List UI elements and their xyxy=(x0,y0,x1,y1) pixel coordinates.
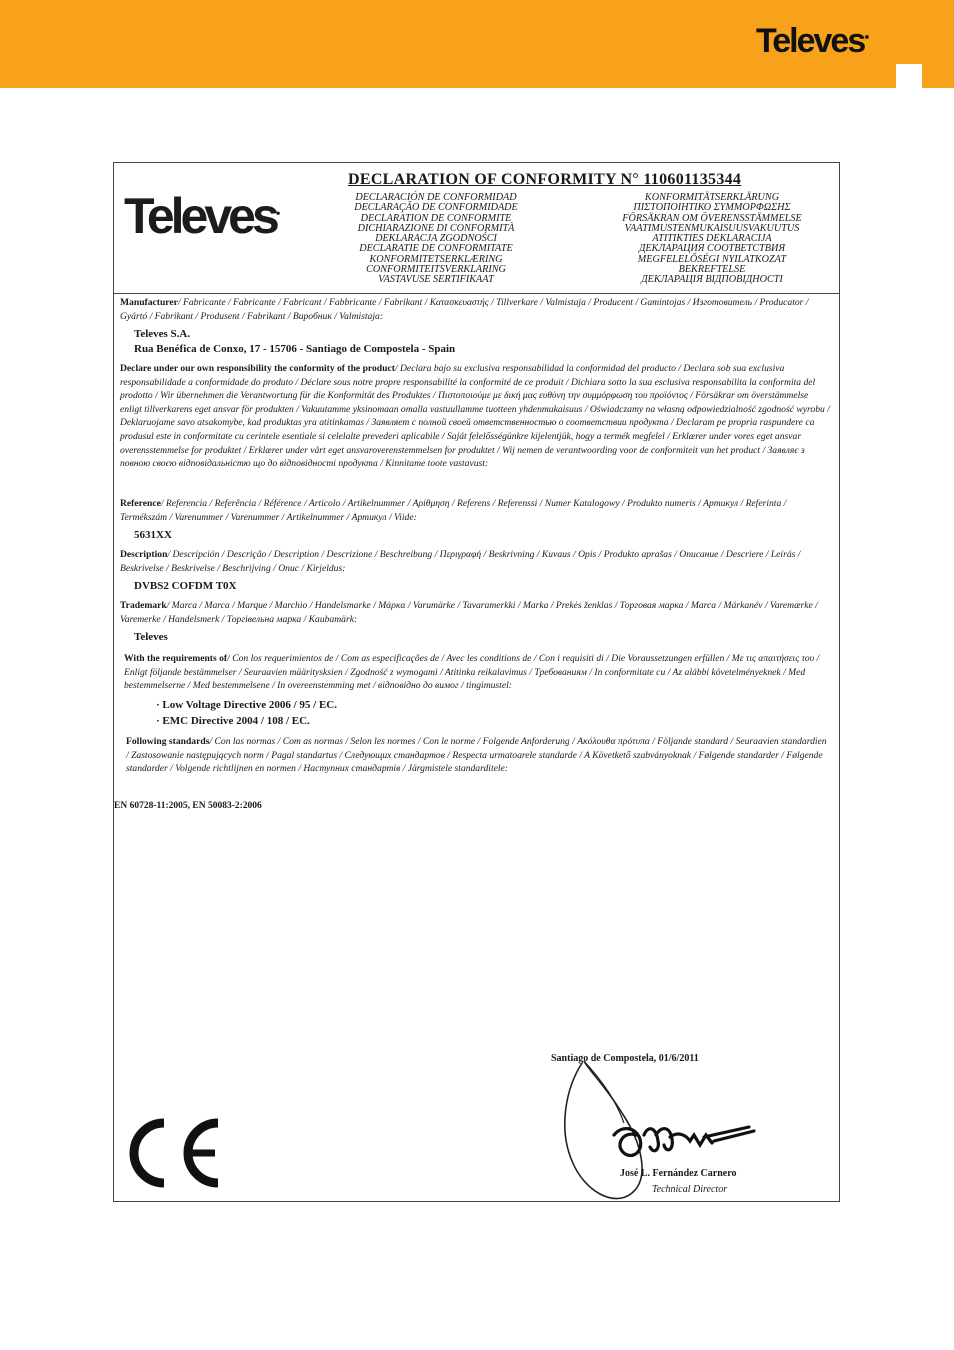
translation-line: VASTAVUSE SERTIFIKAAT xyxy=(378,274,494,286)
requirements-translations: / Con los requerimientos de / Com as especificações de / Avec les conditions de / Con i requisiti di / Die Voraussetzungen erfüllen / Με τις απαιτήσεις του / Enligt följande bestämmelser / Seuraavien määritysksien / Zgodność z wymogami / Atitinka reikalavimus / Требованиям / In conformitate cu / Az alábbi követelményeknek / Med bestemmelserne / Med bestemmelsene / In overeenstemming met / відповідно до вимог / tingimustel: xyxy=(124,653,820,692)
translation-line: ΠΙΣΤΟΠΟΙΗΤΙΚΟ ΣΥΜΜΟΡΦΩΣΗΣ xyxy=(633,202,791,214)
translations-left xyxy=(336,193,536,286)
declaration-document xyxy=(113,162,840,1202)
trademark-label: Trademark xyxy=(120,600,167,611)
description-section xyxy=(120,548,832,575)
translation-line: DECLARAÇÃO DE CONFORMIDADE xyxy=(354,202,518,214)
ce-mark-icon xyxy=(120,1113,220,1193)
signer-title: Technical Director xyxy=(652,1184,728,1195)
translations-right xyxy=(592,193,832,286)
responsibility-translations: / Declara bajo su exclusiva responsabilidad la conformidad del producto / Declara sob sua exclusiva responsabilidade a conformidade do produto / Déclare sous notre propre responsabilité la conformité de ce produit / Dichiara sotto la sua esclusiva responsabilita la conformita del prodotto / Wir übernehmen die Verantwortung für die Konformität des Produktes / Πιστοποιούμε με δική μας ευθύνη την συμμόρφωση του προϊόντος / Försäkrar om överstämmelse enligt tillverkarens eget ansvar för produkten / Vakuutamme yksinomaan omalla vastuullamme tuotteen yhdenmukaisuus / Oświadczamy na własną odpowiedzialność zgodność wyrobu / Deklaruojame savo atsakomybe, kad produktas yra atitinkamas / Заявляет с полной своей ответственностью о соответствии продукта / Declaram pe propria raspundere ca produsul este in conformitate cu cerintele esentiale si celelalte prevederi aplicabile / Saját felelősségünkre kijelentjük, hogy a termék megfelel / Erklærer under vores eget ansvar overensstemmelse for produktet / Erklærer under vårt eget ansvaroverenstemmelsen for produktet / Wij nemen de verantwoording voor de conformiteit van het product / Заявляє з повною своєю відповідальністю що до відповідності продукта / Kinnitame toote vastavust: xyxy=(120,363,830,470)
reference-value: 5631XX xyxy=(134,529,172,541)
place-date: Santiago de Compostela, 01/6/2011 xyxy=(551,1053,699,1064)
document-header xyxy=(114,163,839,293)
header-divider xyxy=(114,293,839,294)
standards-label: Following standards xyxy=(126,736,210,747)
trademark-value: Televes xyxy=(134,631,168,643)
translation-line: ДЕКЛАРАЦИЯ СООТВЕТСТВИЯ xyxy=(638,243,786,255)
standards-value: EN 60728-11:2005, EN 50083-2:2006 xyxy=(114,801,262,811)
trademark-section xyxy=(120,599,832,626)
trademark-translations: / Marca / Marca / Marque / Marchio / Handelsmarke / Μάρκα / Varumärke / Tavaramerkki / Marka / Prekės ženklas / Торговая марка / Marca / Márkanév / Varemærke / Varemerke / Handelsmerk / Торгівельна марка / Kaubamärk: xyxy=(120,600,818,625)
description-value: DVBS2 COFDM T0X xyxy=(134,580,237,592)
reference-label: Reference xyxy=(120,498,161,509)
responsibility-section xyxy=(120,362,832,471)
manufacturer-name: Televes S.A. xyxy=(134,328,191,340)
translation-line: KONFORMITÄTSERKLÄRUNG xyxy=(644,192,780,203)
description-label: Description xyxy=(120,549,168,560)
reference-translations: / Referencia / Referência / Référence / Articolo / Artikelnummer / Αρίθμηση / Referens / Referenssi / Numer Katalogowy / Produkto numeris / Артикул / Referinta / Termékszám / Varenummer / Varenummer / Artikelnummer / Артикул / Viide: xyxy=(120,498,787,523)
translation-line: FÖRSÄKRAN OM ÖVERENSSTÄMMELSE xyxy=(622,212,802,224)
directive-low-voltage: · Low Voltage Directive 2006 / 95 / EC. xyxy=(156,699,337,711)
directive-emc: · EMC Directive 2004 / 108 / EC. xyxy=(156,715,310,727)
translation-line: DECLARATION DE CONFORMITE xyxy=(360,212,512,224)
translation-line: DICHIARAZIONE DI CONFORMITÀ xyxy=(357,222,515,234)
translation-line: MEGFELELŐSÉGI NYILATKOZAT xyxy=(637,253,787,265)
registered-mark: ● xyxy=(275,208,281,218)
requirements-label: With the requirements of xyxy=(124,653,228,664)
requirements-section xyxy=(124,652,830,693)
translation-line: CONFORMITEITSVERKLARING xyxy=(366,264,506,276)
reference-section xyxy=(120,497,832,524)
description-translations: / Descripción / Descrição / Description / Descrizione / Beschreibung / Περιγραφή / Beskrivning / Kuvaus / Opis / Produkto aprašas / Описание / Descriere / Leírás / Beskrivelse / Beskrivelse / Beschrijving / Опис / Kirjeldus: xyxy=(120,549,801,574)
manufacturer-label: Manufacturer xyxy=(120,297,178,308)
translation-line: DEKLARACJA ZGODNOŚCI xyxy=(375,233,497,245)
band-tab xyxy=(896,64,922,88)
standards-section xyxy=(126,735,830,776)
televes-logo xyxy=(756,22,870,61)
declaration-title: DECLARATION OF CONFORMITY N° 110601135344 xyxy=(348,171,742,188)
standards-translations: / Con las normas / Com as normas / Selon les normes / Con le norme / Folgende Anforderung / Ακόλουθα πρότυπα / Följande standard / Seuraavien standardien / Zastosowanie następujących norm / Pagal standartus / Следующих стандартов / Respecta urmatoarele standarde / A Követkető szabványoknak / Følgende standarder / Følgende standarder / Volgende richtlijnen en normen / Наступних стандартів / Järgmistele standarditele: xyxy=(126,736,827,775)
translation-line: ATITIKTIES DEKLARACIJA xyxy=(652,233,772,245)
manufacturer-translations: / Fabricante / Fabricante / Fabricant / Fabbricante / Fabrikant / Κατασκευαστής / Tillverkare / Valmistaja / Producent / Gamintojas / Изготовитель / Producator / Gyártó / Fabrikant / Produsent / Fabrikant / Виробник / Valmistaja: xyxy=(120,297,809,322)
manufacturer-address: Rua Benéfica de Conxo, 17 - 15706 - Santiago de Compostela - Spain xyxy=(134,343,456,355)
responsibility-label: Declare under our own responsibility the conformity of the product xyxy=(120,363,395,374)
translation-line: DECLARACIÓN DE CONFORMIDAD xyxy=(355,192,517,203)
document-televes-logo xyxy=(124,187,281,245)
manufacturer-section xyxy=(120,296,832,323)
signer-name: José L. Fernández Carnero xyxy=(620,1168,737,1179)
translation-line: KONFORMITETSERKLÆRING xyxy=(369,253,503,265)
doc-logo-text: Televes xyxy=(124,188,276,244)
translation-line: BEKREFTELSE xyxy=(678,264,746,276)
translation-line: DECLARATIE DE CONFORMITATE xyxy=(359,243,513,255)
translation-line: VAATIMUSTENMUKAISUUSVAKUUTUS xyxy=(624,222,800,234)
translation-line: ДЕКЛАРАЦІЯ ВІДПОВІДНОСТІ xyxy=(641,274,783,286)
top-logo-text: Televes xyxy=(756,22,865,60)
registered-mark: ● xyxy=(864,31,870,42)
